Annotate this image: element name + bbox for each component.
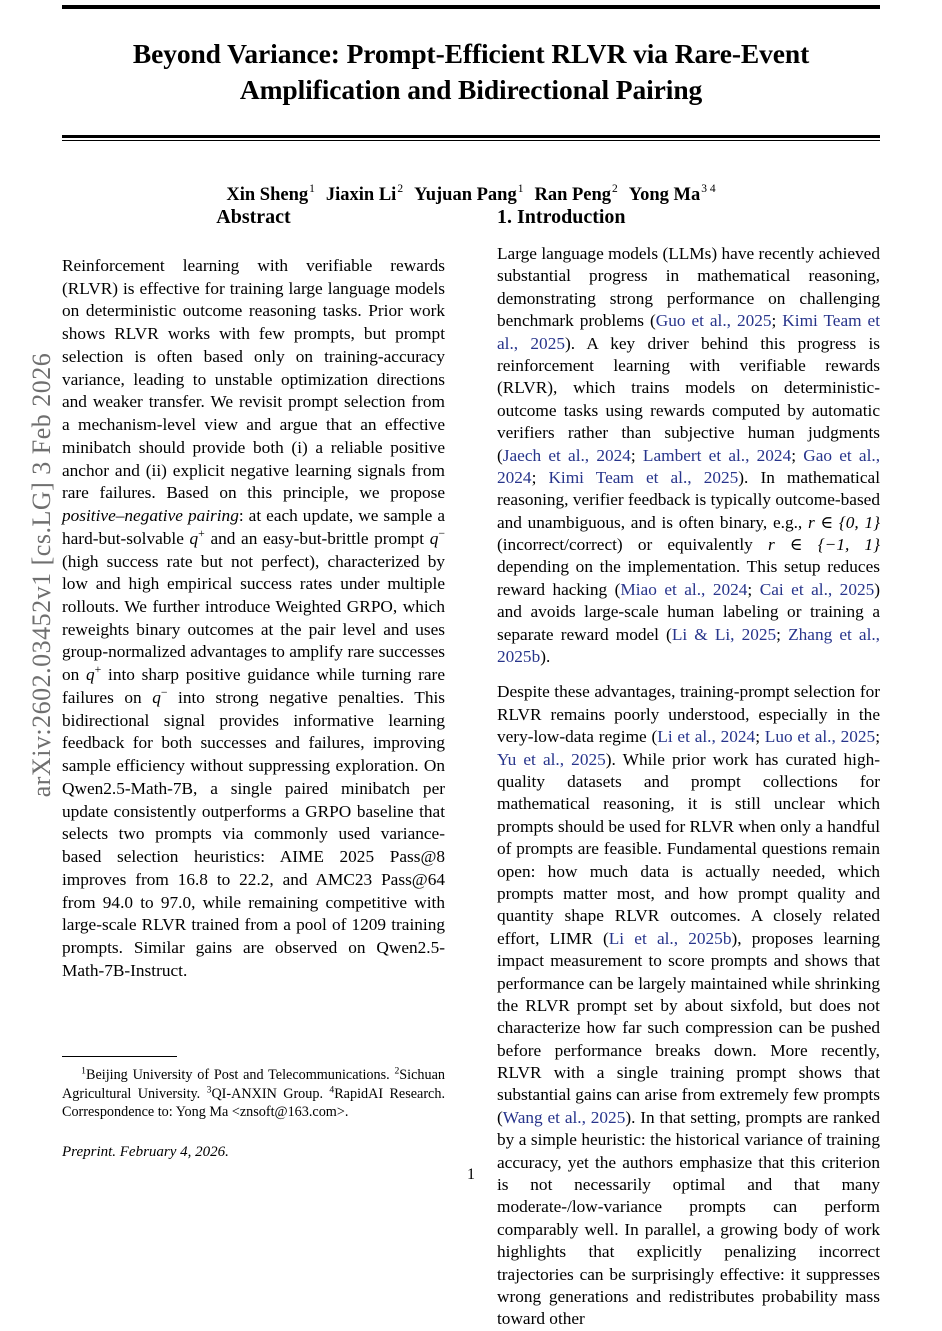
author-name: Yong Ma bbox=[628, 184, 701, 205]
intro-p1-text-5: depending on the implementation. This setup reduces reward hacking ( bbox=[497, 557, 880, 599]
abstract-text-3: and an easy-but-brittle prompt bbox=[204, 528, 430, 548]
page-number: 1 bbox=[467, 1166, 475, 1183]
paper-page bbox=[62, 0, 881, 1329]
abstract-heading: Abstract bbox=[216, 206, 291, 228]
author-name: Xin Sheng bbox=[226, 184, 309, 205]
author-entry bbox=[414, 185, 523, 205]
title-rule-thick bbox=[62, 135, 880, 138]
author-affiliation-marker: 2 bbox=[397, 183, 404, 196]
intro-p1-text-2: ). A key driver behind this progress is reinforcement learning with verifiable rewards (RLVR), which trains models on deterministic-outcome tasks using rewards computed by automatic verifiers rather than subjective human judgments ( bbox=[497, 333, 881, 465]
author-affiliation-marker: 3 4 bbox=[701, 183, 716, 196]
math-q-plus-2: q bbox=[86, 665, 95, 685]
affil-text-2: Sichuan Agricultural University. bbox=[62, 1067, 445, 1102]
affil-text-4: RapidAI Research. Correspondence to: Yong Ma <znsoft@163.com>. bbox=[62, 1085, 445, 1121]
citation-link[interactable]: Cai et al., 2025 bbox=[759, 579, 875, 599]
affil-text-1: Beijing University of Post and Telecommunications. bbox=[86, 1067, 395, 1084]
arxiv-identifier-stamp: arXiv:2602.03452v1 [cs.LG] 3 Feb 2026 bbox=[27, 352, 56, 798]
intro-p2-text-3: ), proposes learning impact measurement to score prompts and shows that performance can be largely maintained while shrinking the RLVR prompt set by about sixfold, but does not characterize how far such compression can be pushed before performance breaks down. More recently, RLVR with a single training prompt shows that substantial gains can arise from extremely few prompts ( bbox=[497, 928, 880, 1127]
citation-link[interactable]: Li et al., 2025b bbox=[608, 928, 732, 948]
two-column-body bbox=[62, 206, 880, 1331]
math-q-minus-2: q bbox=[152, 687, 161, 707]
left-column bbox=[62, 206, 445, 1331]
citation-link[interactable]: Wang et al., 2025 bbox=[502, 1107, 626, 1127]
intro-paragraph-1 bbox=[497, 243, 880, 668]
citation-link[interactable]: Li et al., 2024 bbox=[657, 727, 756, 747]
intro-p1-text-7: ). bbox=[540, 647, 551, 667]
abstract-text-6: into strong negative penalties. This bidirectional signal provides informative learning feedback for both successes and failures, improving sample efficiency without suppressing exploration. On Qwen2.5-Math-7B, a single paired minibatch per update consistently outperforms a GRPO baseline that selects two prompts via commonly used variance-based selection heuristics: AIME 2025 Pass@8 improves from 16.8 to 22.2, and AMC23 Pass@64 from 94.0 to 97.0, while remaining competitive with large-scale RLVR trained from a pool of 1209 training prompts. Similar gains are observed on Qwen2.5-Math-7B-Instruct. bbox=[62, 687, 445, 980]
intro-p2-sep-1: ; bbox=[755, 727, 765, 747]
math-reward-signed: r ∈ {−1, 1} bbox=[767, 535, 880, 555]
math-q-plus-sup: + bbox=[198, 527, 205, 541]
affil-text-3: QI-ANXIN Group. bbox=[211, 1085, 330, 1102]
footnote-block bbox=[62, 1056, 445, 1161]
intro-p2-sep-2: ; bbox=[875, 727, 881, 747]
preprint-notice: Preprint. February 4, 2026. bbox=[62, 1143, 229, 1160]
intro-p1-text-6: ) and avoids large-scale human labeling or training a separate reward model ( bbox=[497, 579, 881, 644]
intro-p1-sep-4: ; bbox=[531, 467, 549, 487]
citation-link[interactable]: Kimi Team et al., 2025 bbox=[497, 311, 880, 353]
page-title: Beyond Variance: Prompt-Efficient RLVR via Rare-Event Amplification and Bidirectional Pairing bbox=[132, 38, 810, 106]
author-entry bbox=[326, 185, 403, 205]
author-name: Ran Peng bbox=[534, 184, 612, 205]
title-divider-rules bbox=[62, 135, 880, 142]
footnote-separator-rule bbox=[62, 1056, 177, 1057]
affil-marker-3: 3 bbox=[206, 1084, 212, 1096]
author-affiliation-marker: 1 bbox=[517, 183, 524, 196]
right-column bbox=[497, 206, 880, 1331]
intro-p1-sep-2: ; bbox=[630, 445, 643, 465]
intro-p1-text-4: (incorrect/correct) or equivalently bbox=[497, 535, 768, 555]
intro-p1-sep-5: ; bbox=[747, 579, 760, 599]
citation-link[interactable]: Gao et al., 2024 bbox=[497, 445, 881, 487]
math-reward-binary: r ∈ {0, 1} bbox=[807, 512, 880, 532]
abstract-emphasis: positive–negative pairing bbox=[62, 506, 239, 526]
top-horizontal-rule bbox=[62, 5, 880, 9]
citation-link[interactable]: Miao et al., 2024 bbox=[620, 579, 748, 599]
intro-p2-text-4: ). In that setting, prompts are ranked by a simple heuristic: the historical variance of training accuracy, yet the authors emphasize that this criterion is not necessarily optimal and that many moderate-/low-variance prompts can perform comparably well. In parallel, a growing body of work highlights that explicitly penalizing incorrect trajectories can be surprisingly effective: it suppresses wrong generations and redistributes probability mass toward other bbox=[497, 1107, 880, 1329]
citation-link[interactable]: Kimi Team et al., 2025 bbox=[548, 467, 739, 487]
intro-paragraph-2 bbox=[497, 681, 880, 1330]
abstract-text-4: (high success rate but not perfect), characterized by low and high empirical success rates under multiple rollouts. We further introduce Weighted GRPO, which reweights binary outcomes at the pair level and uses group-normalized advantages to amplify rare successes on bbox=[62, 551, 445, 685]
author-entry bbox=[226, 185, 315, 205]
author-entry bbox=[629, 185, 716, 205]
abstract-text-2: : at each update, we sample a hard-but-solvable bbox=[62, 506, 446, 548]
author-name: Jiaxin Li bbox=[325, 184, 397, 205]
citation-link[interactable]: Zhang et al., 2025b bbox=[497, 624, 881, 667]
citation-link[interactable]: Lambert et al., 2024 bbox=[642, 445, 792, 465]
intro-p1-sep-3: ; bbox=[791, 445, 804, 465]
math-q-minus-sup: − bbox=[438, 527, 445, 541]
affiliation-footnote bbox=[62, 1066, 445, 1122]
math-q-minus-sup-2: − bbox=[160, 686, 168, 700]
abstract-paragraph bbox=[62, 255, 445, 983]
intro-p1-text-1: Large language models (LLMs) have recently achieved substantial progress in mathematical reasoning, demonstrating strong performance on challenging benchmark problems ( bbox=[497, 244, 880, 331]
author-list bbox=[62, 183, 880, 205]
citation-link[interactable]: Jaech et al., 2024 bbox=[502, 445, 631, 465]
intro-p1-sep-6: ; bbox=[776, 624, 789, 644]
author-affiliation-marker: 2 bbox=[612, 183, 618, 196]
author-entry bbox=[534, 185, 617, 205]
intro-p1-text-3: ). In mathematical reasoning, verifier feedback is typically outcome-based and unambiguous, and is often binary, e.g., bbox=[497, 467, 880, 532]
citation-link[interactable]: Li & Li, 2025 bbox=[671, 624, 777, 644]
abstract-text-1: Reinforcement learning with verifiable rewards (RLVR) is effective for training large language models on deterministic outcome reasoning tasks. Prior work shows RLVR works with few prompts, but prompt selection is often based only on training-accuracy variance, leading to unstable optimization directions and weaker transfer. We revisit prompt selection from a mechanism-level view and argue that an effective minibatch should provide both (i) a reliable positive anchor and (ii) explicit negative learning signals from rare failures. Based on this principle, we propose bbox=[62, 256, 445, 503]
affil-marker-1: 1 bbox=[81, 1065, 86, 1077]
citation-link[interactable]: Guo et al., 2025 bbox=[655, 311, 772, 331]
citation-link[interactable]: Yu et al., 2025 bbox=[497, 749, 606, 769]
intro-p1-sep-1: ; bbox=[771, 311, 783, 331]
math-q-minus: q bbox=[429, 528, 439, 548]
title-rule-thin bbox=[62, 140, 880, 141]
author-affiliation-marker: 1 bbox=[309, 183, 315, 196]
abstract-text-5: into sharp positive guidance while turning rare failures on bbox=[62, 665, 445, 707]
math-q-plus-sup-2: + bbox=[94, 663, 102, 677]
section-heading-introduction: 1. Introduction bbox=[497, 206, 626, 228]
math-q-plus: q bbox=[189, 528, 199, 548]
intro-p2-text-2: ). While prior work has curated high-quality datasets and prompt collections for mathematical reasoning, it is still unclear which prompts should be used for RLVR when only a handful of prompts are feasible. Fundamental questions remain open: how much data is actually needed, which prompts matter most, and how prompt quality and quantity shape RLVR outcomes. A closely related effort, LIMR ( bbox=[497, 749, 880, 948]
affil-marker-4: 4 bbox=[329, 1084, 335, 1096]
intro-p2-text-1: Despite these advantages, training-prompt selection for RLVR remains poorly understood, especially in the very-low-data regime ( bbox=[497, 682, 880, 747]
citation-link[interactable]: Luo et al., 2025 bbox=[764, 727, 876, 747]
author-name: Yujuan Pang bbox=[414, 184, 517, 205]
affil-marker-2: 2 bbox=[394, 1065, 400, 1077]
